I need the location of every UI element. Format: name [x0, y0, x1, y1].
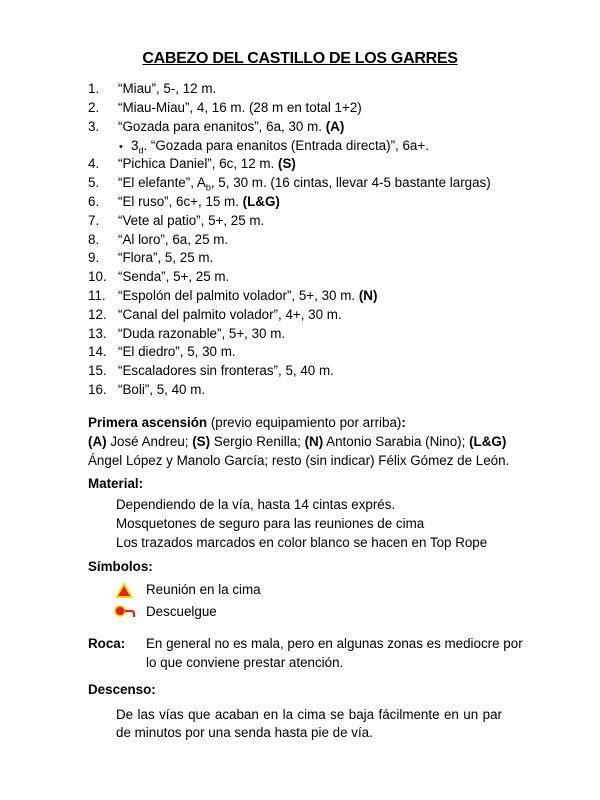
route-item-9 [88, 249, 491, 268]
route-number: 1. [88, 81, 100, 96]
symbols-heading: Símbolos: [88, 559, 153, 574]
route-text: “El ruso”, 6c+, 15 m. [118, 193, 239, 209]
route-text: “Miau”, 5-, 12 m. [118, 81, 217, 96]
page-title: CABEZO DEL CASTILLO DE LOS GARRES [142, 50, 458, 67]
route-number: 15. [88, 363, 107, 379]
route-number: 4. [88, 156, 100, 172]
route-item-8 [88, 231, 491, 250]
material-line: Dependiendo de la vía, hasta 14 cintas exprés. [116, 497, 396, 512]
route-text: “Canal del palmito volador”, 4+, 30 m. [118, 306, 342, 322]
material-section [88, 474, 528, 552]
route-text: “Espolón del palmito volador”, 5+, 30 m. [118, 287, 356, 303]
route-text: “Pichica Daniel”, 6c, 12 m. [118, 156, 275, 172]
material-heading: Material: [88, 476, 144, 491]
lower-off-hook-icon [114, 603, 136, 621]
symbol-row [88, 579, 528, 601]
route-item-6 [88, 193, 491, 212]
variant-code: $3_d$ [131, 138, 144, 157]
route-item-2 [88, 99, 491, 118]
author-name-s: Sergio Renilla; [210, 434, 305, 449]
route-text: “Vete al patio”, 5+, 25 m. [118, 212, 265, 228]
first-ascent-note: (previo equipamiento por arriba) [207, 415, 402, 430]
route-item-3 [88, 118, 491, 137]
route-item-12 [88, 306, 491, 325]
route-text: “El elefante”, A [118, 175, 206, 191]
route-number: 5. [88, 175, 100, 191]
route-author-tag: (L&G) [242, 193, 280, 209]
route-item-11 [88, 287, 491, 306]
route-number: 10. [88, 269, 107, 285]
route-text: “Gozada para enanitos”, 6a, 30 m. [118, 118, 322, 134]
descent-description: De las vías que acaban en la cima se baja fácilmente en un par de minutos por una senda hasta pie de vía. [116, 707, 502, 740]
bullet-icon: • [119, 141, 123, 154]
route-author-tag: (N) [358, 287, 378, 303]
author-name-a: José Andreu; [106, 434, 193, 449]
route-text: “El diedro”, 5, 30 m. [118, 344, 236, 360]
route-text: “Escaladores sin fronteras”, 5, 40 m. [118, 363, 334, 379]
route-list [88, 80, 491, 400]
author-tag-s: (S) [192, 434, 211, 449]
author-tag-a: (A) [88, 434, 107, 449]
route-item-7 [88, 212, 491, 231]
symbols-section [88, 557, 528, 623]
route-text: “Miau-Miau”, 4, 16 m. (28 m en total 1+2) [118, 99, 362, 115]
route-text: “Al loro”, 6a, 25 m. [118, 231, 229, 247]
author-name-n: Antonio Sarabia (Nino); [323, 434, 470, 449]
first-ascent-line-2: Ángel López y Manolo García; resto (sin indicar) Félix Gómez de León. [88, 453, 510, 468]
route-text: “Senda”, 5+, 25 m. [118, 269, 230, 285]
route-item-15 [88, 362, 491, 381]
route-text: “Boli”, 5, 40 m. [118, 381, 206, 397]
descent-heading: Descenso: [88, 682, 156, 697]
route-number: 11. [88, 287, 106, 303]
material-line: Mosquetones de seguro para las reuniones de cima [116, 516, 425, 531]
route-number: 14. [88, 344, 107, 360]
symbol-label: Reunión en la cima [146, 582, 261, 597]
route-item-1 [88, 80, 491, 99]
route-item-16 [88, 381, 491, 400]
colon: : [401, 415, 406, 430]
route-number: 3. [88, 118, 100, 134]
route-number: 8. [88, 231, 100, 247]
route-author-tag: (A) [325, 118, 345, 134]
route-item-14 [88, 343, 491, 362]
route-variant-3d [88, 136, 491, 155]
first-ascent-heading: Primera ascensión [88, 415, 208, 430]
route-item-4 [88, 155, 491, 174]
route-number: 7. [88, 212, 100, 228]
route-number: 16. [88, 381, 107, 397]
material-line: Los trazados marcados en color blanco se hacen en Top Rope [116, 535, 488, 550]
route-text-rest: , 5, 30 m. (16 cintas, llevar 4-5 bastante largas) [210, 175, 491, 191]
author-tag-n: (N) [304, 434, 324, 449]
route-number: 9. [88, 250, 100, 266]
route-number: 12. [88, 306, 107, 322]
rock-description: En general no es mala, pero en algunas zonas es mediocre por lo que conviene prestar atención. [146, 636, 523, 670]
first-ascent-section [88, 413, 528, 470]
route-text: “Duda razonable”, 5+, 30 m. [118, 325, 286, 341]
rock-heading: Roca: [88, 636, 126, 651]
route-grade-subscript: b [205, 182, 211, 193]
author-tag-lg: (L&G) [469, 434, 507, 449]
route-item-5 [88, 174, 491, 193]
descent-section [88, 680, 528, 742]
route-author-tag: (S) [278, 156, 296, 172]
route-number: 2. [88, 99, 100, 115]
variant-text: . “Gozada para enanitos (Entrada directa)”, 6a+. [143, 138, 429, 154]
route-item-10 [88, 268, 491, 287]
symbol-label: Descuelgue [146, 604, 217, 619]
route-item-13 [88, 325, 491, 344]
route-number: 13. [88, 325, 107, 341]
route-number: 6. [88, 193, 100, 209]
summit-anchor-triangle-icon [114, 581, 134, 599]
route-text: “Flora”, 5, 25 m. [118, 250, 214, 266]
symbol-row [88, 601, 528, 623]
